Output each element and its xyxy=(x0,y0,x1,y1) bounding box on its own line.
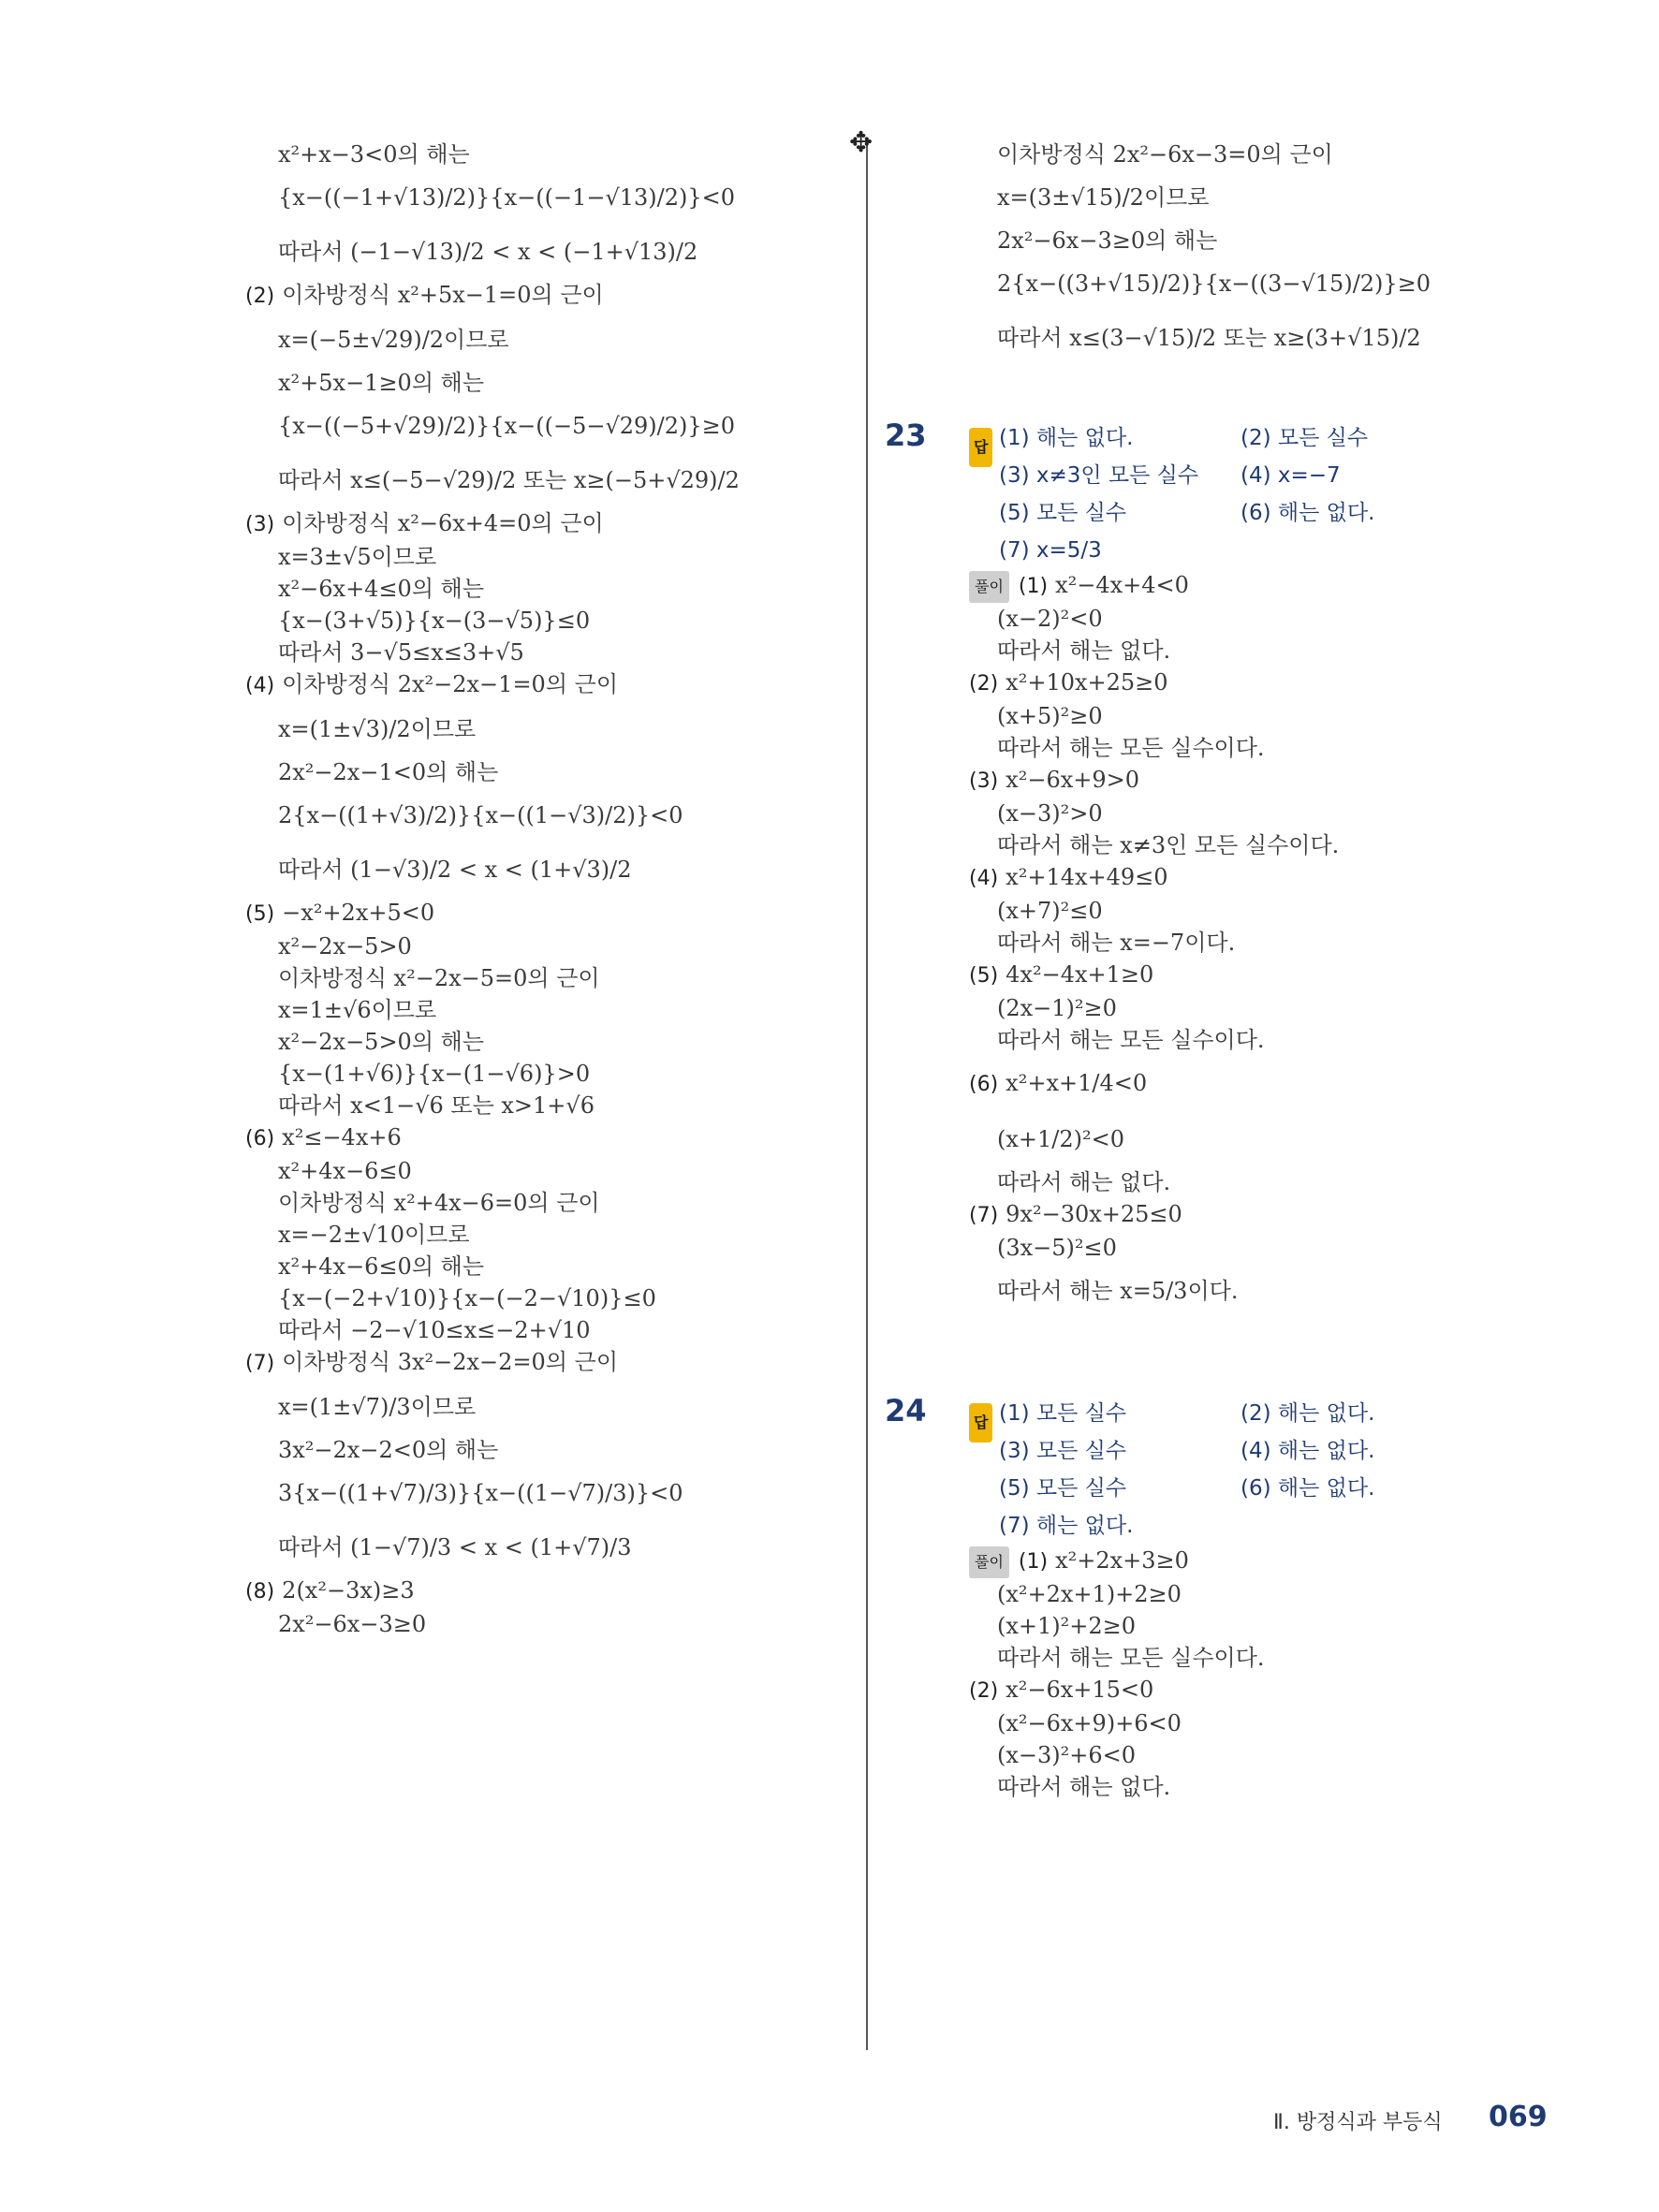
answer-item: (6) 해는 없다. xyxy=(1241,1476,1375,1501)
solution-line xyxy=(245,605,844,637)
equation-text: x=(−5±√29)/2이므로 xyxy=(278,327,509,353)
solution-line xyxy=(922,1545,1446,1578)
equation-text: x²−4x+4<0 xyxy=(1055,572,1189,598)
equation-text: 따라서 x≤(3−√15)/2 또는 x≥(3+√15)/2 xyxy=(997,325,1421,351)
answer-row xyxy=(922,1470,1446,1507)
equation-text: (x+1)²+2≥0 xyxy=(997,1613,1137,1639)
solution-line xyxy=(245,1155,844,1187)
solution-line xyxy=(245,1314,844,1346)
equation-text: (x+1/2)²<0 xyxy=(997,1126,1124,1152)
item-label: (7) xyxy=(969,1204,999,1227)
answer-row xyxy=(922,1395,1446,1432)
item-label: (4) xyxy=(969,867,999,890)
equation-text: x²+4x−6≤0의 해는 xyxy=(278,1253,485,1280)
solution-line xyxy=(245,962,844,994)
equation-text: 2{x−((1+√3)/2)}{x−((1−√3)/2)}<0 xyxy=(278,802,683,828)
answer-item: (4) x=−7 xyxy=(1241,463,1341,488)
item-label: (3) xyxy=(969,769,999,793)
equation-text: 3{x−((1+√7)/3)}{x−((1−√7)/3)}<0 xyxy=(278,1480,683,1506)
answer-item: (2) 해는 없다. xyxy=(1241,1401,1375,1426)
solution-line xyxy=(922,603,1446,635)
right-column xyxy=(885,139,1446,1803)
solution-line xyxy=(922,256,1446,311)
answer-item: (7) x=5/3 xyxy=(999,538,1102,563)
solution-line xyxy=(245,1466,844,1520)
equation-text: x=1±√6이므로 xyxy=(278,997,437,1023)
answer-item: (1) 모든 실수 xyxy=(999,1401,1127,1426)
solution-line xyxy=(922,1264,1446,1318)
solution-line xyxy=(922,732,1446,764)
equation-text: {x−(1+√6)}{x−(1−√6)}>0 xyxy=(278,1061,591,1087)
item-label: (3) xyxy=(245,513,275,536)
solution-line xyxy=(922,798,1446,829)
solution-line xyxy=(922,764,1446,798)
equation-text: 따라서 (−1−√13)/2 < x < (−1+√13)/2 xyxy=(278,239,698,265)
answer-item: (6) 해는 없다. xyxy=(1241,501,1375,525)
column-divider xyxy=(866,140,868,2050)
solution-line xyxy=(245,1187,844,1219)
equation-text: 따라서 3−√5≤x≤3+√5 xyxy=(278,639,524,666)
solution-block xyxy=(922,569,1446,1318)
solution-line xyxy=(245,1575,844,1608)
equation-text: 따라서 x≤(−5−√29)/2 또는 x≥(−5+√29)/2 xyxy=(278,467,740,493)
q22-continued xyxy=(922,139,1446,365)
equation-text: 이차방정식 x²−2x−5=0의 근이 xyxy=(278,965,600,991)
page-number: 069 xyxy=(1489,2101,1548,2133)
equation-text: 이차방정식 x²+4x−6=0의 근이 xyxy=(278,1190,600,1216)
answer-item: (5) 모든 실수 xyxy=(999,501,1127,525)
equation-text: x=3±√5이므로 xyxy=(278,544,437,570)
item-label: (6) xyxy=(969,1073,999,1096)
solution-line xyxy=(922,569,1446,603)
solution-line xyxy=(922,1739,1446,1771)
equation-text: x²+5x−1≥0의 해는 xyxy=(278,370,485,396)
equation-text: {x−((−5+√29)/2)}{x−((−5−√29)/2)}≥0 xyxy=(278,413,736,439)
equation-text: x=−2±√10이므로 xyxy=(278,1222,470,1248)
solution-line xyxy=(245,453,844,507)
equation-text: −x²+2x+5<0 xyxy=(282,900,435,926)
equation-text: x²+4x−6≤0 xyxy=(278,1158,412,1184)
solution-line xyxy=(922,1771,1446,1803)
question-24 xyxy=(885,1393,1446,1803)
solution-line xyxy=(245,1121,844,1155)
item-label: (4) xyxy=(245,674,275,697)
solution-line xyxy=(922,1707,1446,1739)
equation-text: 따라서 해는 모든 실수이다. xyxy=(997,1027,1265,1053)
item-label: (1) xyxy=(1018,1550,1049,1574)
answer-row xyxy=(922,494,1446,532)
solution-line xyxy=(245,279,844,313)
item-label: (2) xyxy=(245,285,275,308)
solution-line xyxy=(922,1232,1446,1264)
solution-line xyxy=(245,1058,844,1090)
equation-text: (x−2)²<0 xyxy=(997,606,1103,632)
equation-text: 따라서 해는 모든 실수이다. xyxy=(997,735,1265,761)
equation-text: (3x−5)²≤0 xyxy=(997,1235,1117,1261)
solution-line xyxy=(245,225,844,279)
equation-text: (x−3)²+6<0 xyxy=(997,1742,1137,1768)
equation-text: 따라서 해는 x≠3인 모든 실수이다. xyxy=(997,832,1340,858)
solution-line xyxy=(922,635,1446,667)
answer-block xyxy=(922,419,1446,569)
answer-row xyxy=(922,1507,1446,1545)
solution-line xyxy=(245,1380,844,1434)
solution-line xyxy=(922,1578,1446,1610)
solution-line xyxy=(922,1674,1446,1707)
answer-item: (3) 모든 실수 xyxy=(999,1439,1127,1463)
solution-line xyxy=(922,927,1446,959)
solution-line xyxy=(245,1608,844,1640)
answer-badge: 답 xyxy=(969,428,992,467)
solution-line xyxy=(245,1026,844,1058)
equation-text: (x²−6x+9)+6<0 xyxy=(997,1710,1182,1736)
equation-text: 4x²−4x+1≥0 xyxy=(1006,961,1154,988)
equation-text: 9x²−30x+25≤0 xyxy=(1006,1201,1182,1227)
solution-line xyxy=(245,541,844,573)
solution-line xyxy=(922,895,1446,927)
solution-line xyxy=(922,700,1446,732)
solution-line xyxy=(245,1434,844,1466)
answer-row xyxy=(922,419,1446,457)
equation-text: (x+5)²≥0 xyxy=(997,703,1103,729)
equation-text: x²−6x+4≤0의 해는 xyxy=(278,576,485,602)
item-label: (5) xyxy=(245,902,275,926)
item-label: (2) xyxy=(969,672,999,696)
solution-line xyxy=(922,1198,1446,1232)
solution-line xyxy=(245,313,844,367)
solution-line xyxy=(245,842,844,897)
equation-text: x²+x+1/4<0 xyxy=(1006,1070,1148,1096)
answer-row xyxy=(922,532,1446,569)
solution-line xyxy=(245,367,844,399)
question-number: 23 xyxy=(885,417,927,453)
solution-line xyxy=(922,1112,1446,1166)
solution-line xyxy=(922,992,1446,1024)
solution-line xyxy=(922,1166,1446,1198)
equation-text: 2x²−2x−1<0의 해는 xyxy=(278,759,499,785)
answer-item: (3) x≠3인 모든 실수 xyxy=(999,463,1199,488)
question-23 xyxy=(885,417,1446,1318)
solution-line xyxy=(922,225,1446,256)
equation-text: x²−6x+15<0 xyxy=(1006,1677,1154,1703)
equation-text: (2x−1)²≥0 xyxy=(997,995,1117,1021)
equation-text: 따라서 해는 없다. xyxy=(997,637,1171,664)
solution-line xyxy=(245,788,844,842)
answer-item: (1) 해는 없다. xyxy=(999,426,1134,450)
section-title: Ⅱ. 방정식과 부등식 xyxy=(1273,2111,1443,2134)
solution-line xyxy=(245,1520,844,1575)
equation-text: 따라서 (1−√7)/3 < x < (1+√7)/3 xyxy=(278,1534,632,1560)
answer-badge: 답 xyxy=(969,1403,992,1443)
solution-tag: 풀이 xyxy=(969,571,1009,603)
solution-line xyxy=(245,668,844,702)
solution-line xyxy=(245,1282,844,1314)
equation-text: x²−6x+9>0 xyxy=(1006,767,1139,793)
solution-line xyxy=(922,1024,1446,1056)
solution-line xyxy=(922,1056,1446,1112)
solution-line xyxy=(245,399,844,453)
equation-text: x=(1±√7)/3이므로 xyxy=(278,1394,477,1420)
equation-text: x²−2x−5>0 xyxy=(278,933,412,960)
answer-row xyxy=(922,1432,1446,1470)
solution-line xyxy=(245,702,844,756)
equation-text: x²+10x+25≥0 xyxy=(1006,669,1168,696)
item-label: (6) xyxy=(245,1127,275,1150)
solution-tag: 풀이 xyxy=(969,1546,1009,1578)
equation-text: 이차방정식 2x²−6x−3=0의 근이 xyxy=(997,141,1333,168)
equation-text: {x−(3+√5)}{x−(3−√5)}≤0 xyxy=(278,608,591,634)
equation-text: 이차방정식 2x²−2x−1=0의 근이 xyxy=(282,671,618,697)
solution-line xyxy=(922,861,1446,895)
equation-text: {x−(−2+√10)}{x−(−2−√10)}≤0 xyxy=(278,1285,656,1311)
equation-text: x²+14x+49≤0 xyxy=(1006,864,1168,890)
equation-text: 따라서 해는 x=−7이다. xyxy=(997,930,1236,956)
solution-line xyxy=(245,1251,844,1282)
equation-text: 이차방정식 x²+5x−1=0의 근이 xyxy=(282,282,604,308)
equation-text: 3x²−2x−2<0의 해는 xyxy=(278,1437,499,1463)
solution-line xyxy=(245,1346,844,1380)
answer-item: (5) 모든 실수 xyxy=(999,1476,1127,1501)
equation-text: 따라서 해는 없다. xyxy=(997,1774,1171,1800)
solution-line xyxy=(245,1090,844,1121)
answer-item: (7) 해는 없다. xyxy=(999,1514,1134,1538)
solution-line xyxy=(245,573,844,605)
equation-text: 따라서 (1−√3)/2 < x < (1+√3)/2 xyxy=(278,857,632,883)
item-label: (2) xyxy=(969,1679,999,1703)
equation-text: (x+7)²≤0 xyxy=(997,898,1103,924)
item-label: (7) xyxy=(245,1352,275,1375)
solution-line xyxy=(922,959,1446,992)
question-number: 24 xyxy=(885,1393,927,1428)
solution-line xyxy=(245,994,844,1026)
equation-text: 2x²−6x−3≥0의 해는 xyxy=(997,227,1218,254)
item-label: (8) xyxy=(245,1580,275,1604)
answer-row xyxy=(922,457,1446,494)
equation-text: x²≤−4x+6 xyxy=(282,1124,402,1150)
solution-line xyxy=(922,667,1446,700)
equation-text: 따라서 해는 모든 실수이다. xyxy=(997,1645,1265,1671)
solution-block xyxy=(922,1545,1446,1803)
solution-line xyxy=(245,930,844,962)
equation-text: (x²+2x+1)+2≥0 xyxy=(997,1581,1182,1607)
equation-text: 따라서 −2−√10≤x≤−2+√10 xyxy=(278,1317,591,1343)
equation-text: x=(1±√3)/2이므로 xyxy=(278,716,477,742)
solution-line xyxy=(922,1642,1446,1674)
solution-line xyxy=(245,139,844,170)
equation-text: x=(3±√15)/2이므로 xyxy=(997,184,1210,211)
solution-line xyxy=(245,897,844,930)
solution-line xyxy=(922,139,1446,170)
solution-line xyxy=(245,170,844,225)
solution-line xyxy=(922,1610,1446,1642)
equation-text: 2{x−((3+√15)/2)}{x−((3−√15)/2)}≥0 xyxy=(997,271,1431,297)
equation-text: {x−((−1+√13)/2)}{x−((−1−√13)/2)}<0 xyxy=(278,184,736,211)
solution-line xyxy=(245,637,844,668)
equation-text: 2x²−6x−3≥0 xyxy=(278,1611,427,1637)
equation-text: 따라서 해는 x=5/3이다. xyxy=(997,1278,1239,1304)
answer-item: (4) 해는 없다. xyxy=(1241,1439,1375,1463)
equation-text: x²+x−3<0의 해는 xyxy=(278,141,470,168)
left-column xyxy=(245,139,844,1640)
divider-ornament-icon: ✥ xyxy=(849,126,874,159)
equation-text: 2(x²−3x)≥3 xyxy=(282,1577,415,1604)
item-label: (5) xyxy=(969,964,999,988)
solution-line xyxy=(922,170,1446,225)
answer-item: (2) 모든 실수 xyxy=(1241,426,1369,450)
equation-text: 따라서 x<1−√6 또는 x>1+√6 xyxy=(278,1092,595,1119)
answer-block xyxy=(922,1395,1446,1545)
solution-line xyxy=(245,507,844,541)
equation-text: 이차방정식 3x²−2x−2=0의 근이 xyxy=(282,1349,618,1375)
equation-text: 이차방정식 x²−6x+4=0의 근이 xyxy=(282,510,604,536)
equation-text: 따라서 해는 없다. xyxy=(997,1169,1171,1195)
equation-text: x²+2x+3≥0 xyxy=(1055,1547,1189,1574)
solution-line xyxy=(922,829,1446,861)
item-label: (1) xyxy=(1018,575,1049,598)
equation-text: (x−3)²>0 xyxy=(997,800,1103,827)
equation-text: x²−2x−5>0의 해는 xyxy=(278,1029,485,1055)
solution-line xyxy=(922,311,1446,365)
solution-line xyxy=(245,1219,844,1251)
solution-line xyxy=(245,756,844,788)
